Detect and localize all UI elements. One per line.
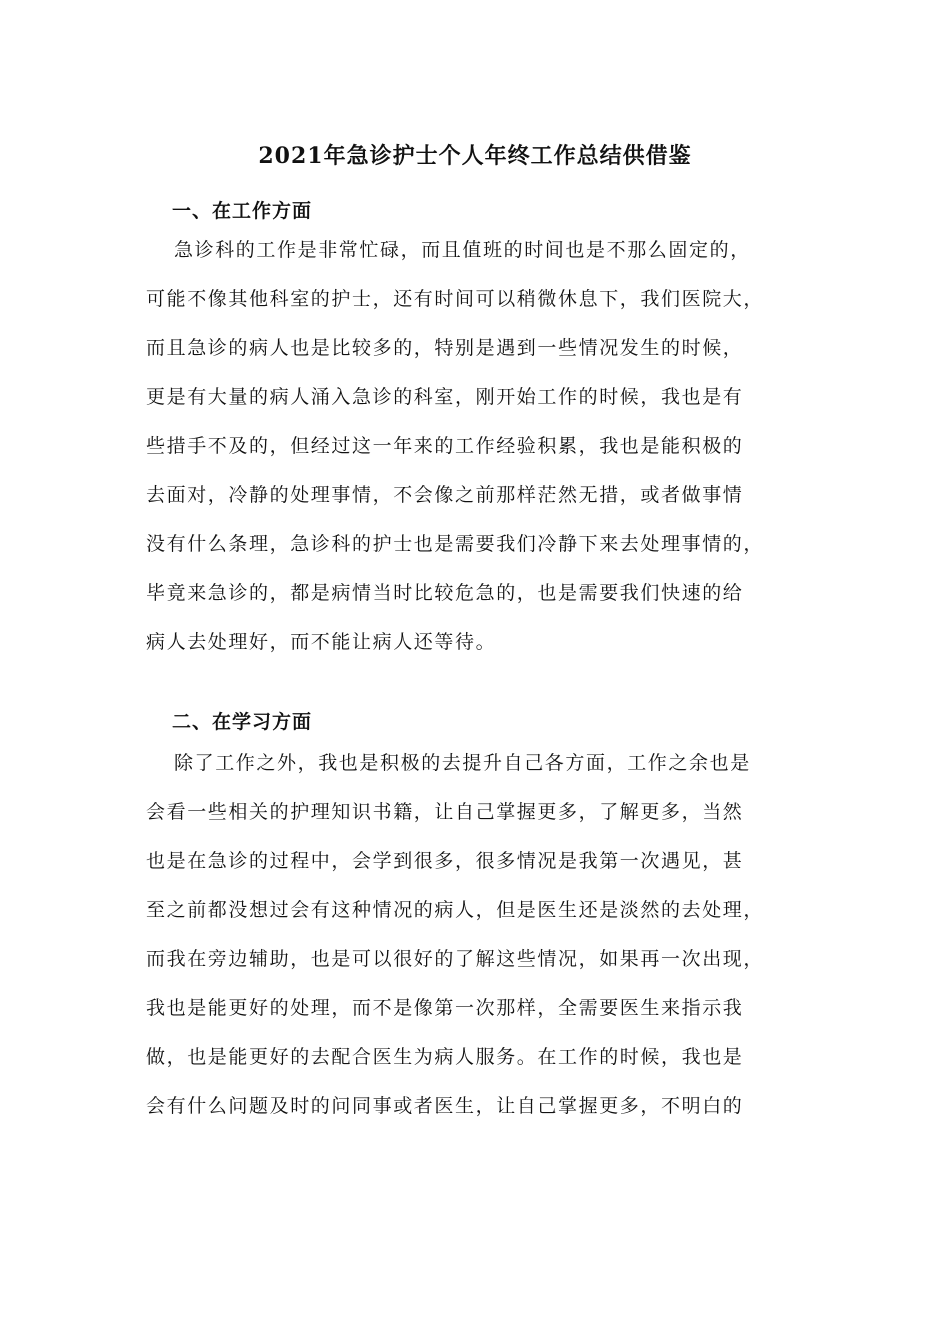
- text-line: 至之前都没想过会有这种情况的病人，但是医生还是淡然的去处理，: [146, 899, 765, 921]
- text-line: 毕竟来急诊的，都是病情当时比较危急的，也是需要我们快速的给: [146, 582, 744, 604]
- text-line: 更是有大量的病人涌入急诊的科室，刚开始工作的时候，我也是有: [146, 386, 744, 408]
- text-line: 会看一些相关的护理知识书籍，让自己掌握更多，了解更多，当然: [146, 801, 744, 823]
- section-heading-study: 二、在学习方面: [172, 711, 313, 733]
- text-line: 而且急诊的病人也是比较多的，特别是遇到一些情况发生的时候，: [146, 337, 744, 359]
- text-line: 去面对，冷静的处理事情，不会像之前那样茫然无措，或者做事情: [146, 484, 744, 506]
- text-line: 除了工作之外，我也是积极的去提升自己各方面，工作之余也是: [174, 752, 751, 774]
- text-line: 会有什么问题及时的问同事或者医生，让自己掌握更多，不明白的: [146, 1095, 744, 1117]
- text-line: 可能不像其他科室的护士，还有时间可以稍微休息下，我们医院大，: [146, 288, 765, 310]
- document-title: 2021年急诊护士个人年终工作总结供借鉴: [258, 143, 692, 169]
- text-line: 没有什么条理，急诊科的护士也是需要我们冷静下来去处理事情的，: [146, 533, 765, 555]
- text-line: 也是在急诊的过程中，会学到很多，很多情况是我第一次遇见，甚: [146, 850, 744, 872]
- text-line: 做，也是能更好的去配合医生为病人服务。在工作的时候，我也是: [146, 1046, 744, 1068]
- text-line: 而我在旁边辅助，也是可以很好的了解这些情况，如果再一次出现，: [146, 948, 765, 970]
- section-body-study: [146, 739, 826, 1131]
- text-line: 急诊科的工作是非常忙碌，而且值班的时间也是不那么固定的，: [174, 239, 751, 261]
- text-line: 病人去处理好，而不能让病人还等待。: [146, 631, 497, 653]
- section-body-work: [146, 226, 826, 667]
- text-line: 些措手不及的，但经过这一年来的工作经验积累，我也是能积极的: [146, 435, 744, 457]
- section-heading-work: 一、在工作方面: [172, 200, 313, 222]
- text-line: 我也是能更好的处理，而不是像第一次那样，全需要医生来指示我: [146, 997, 744, 1019]
